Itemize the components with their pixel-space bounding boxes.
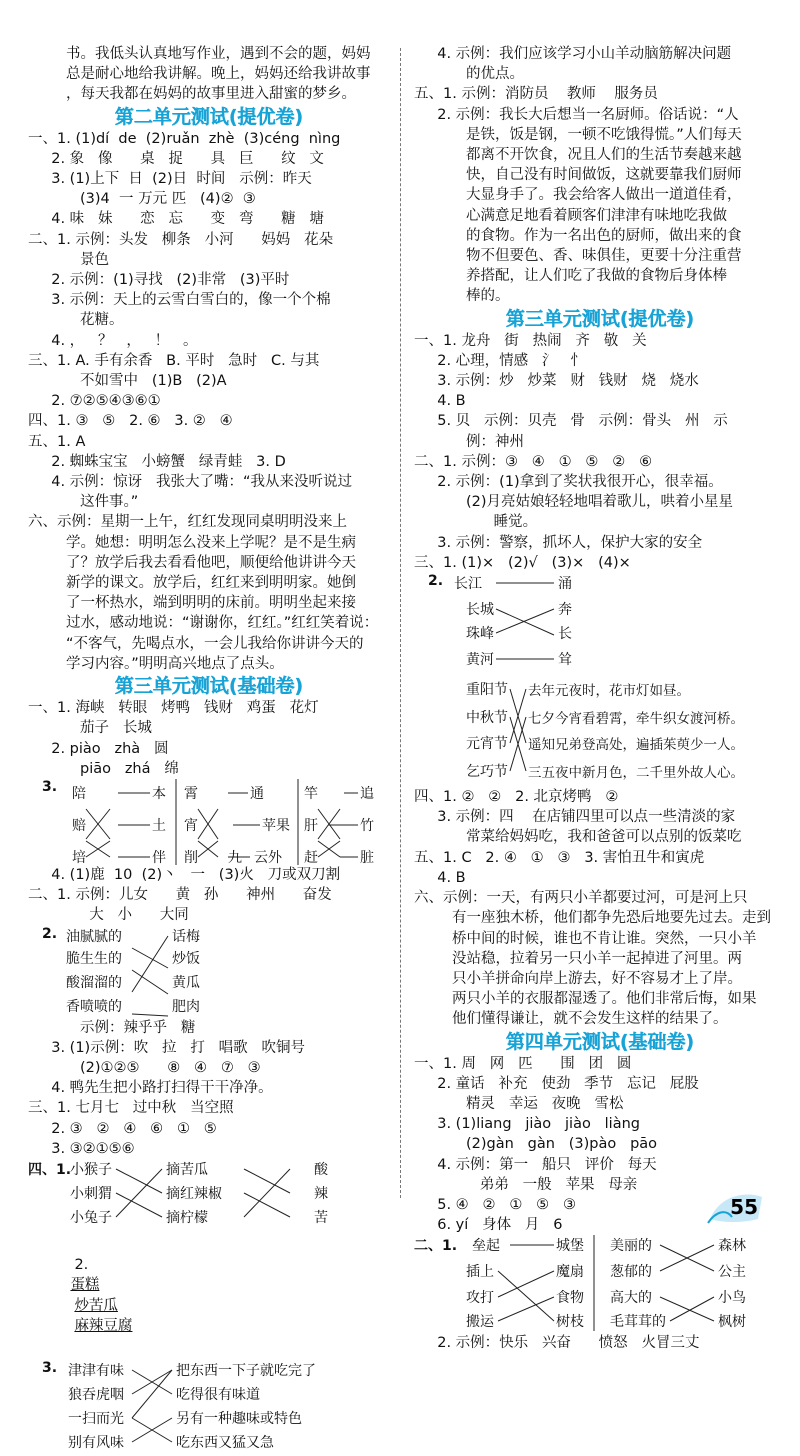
- glyph: 霄: [184, 785, 198, 802]
- answer-line: 2. 示例：快乐 兴奋 愤怒 火冒三丈: [428, 1335, 700, 1352]
- match-figure-phrases: [414, 1235, 786, 1333]
- glyph: 削: [184, 849, 198, 866]
- underlined-answer: 炒苦瓜: [74, 1297, 118, 1314]
- match-left: 津津有味: [68, 1363, 124, 1380]
- answer-line: “不客气，先喝点水，一会儿我给你讲讲今天的: [66, 635, 364, 652]
- match-left: 长江: [454, 576, 482, 593]
- match-right: 小鸟: [718, 1290, 746, 1307]
- answer-line: 2. 蜘蛛宝宝 小螃蟹 绿青蛙 3. D: [42, 453, 286, 470]
- match-right: 魔扇: [556, 1264, 584, 1281]
- answer-line: 景色: [80, 251, 109, 268]
- page-number-badge: [706, 1189, 764, 1225]
- match-right: 城堡: [556, 1238, 584, 1255]
- match-mid: 摘红辣椒: [166, 1185, 222, 1202]
- answer-line: (2)①②⑤ ⑧ ④ ⑦ ③: [80, 1059, 261, 1076]
- match-figure-animals: [28, 1159, 390, 1233]
- answer-line: 都离不开饮食，况且人们的生活节奏越来越: [466, 147, 742, 164]
- answer-line: 4. 示例：惊讶 我张大了嘴：“我从来没听说过: [42, 474, 352, 491]
- answer-line: 这件事。”: [80, 494, 139, 511]
- match-right: 肥肉: [172, 998, 200, 1015]
- match-right: 去年元夜时，花市灯如昼。: [528, 683, 690, 700]
- answer-line: 4. ， ？ ， ！ 。: [42, 332, 198, 349]
- answer-line: 有一座独木桥，他们都争先恐后地要先过去。走到: [452, 910, 771, 927]
- answer-line: 2. 象 像 桌 捉 具 巨 纹 文: [42, 150, 324, 167]
- answer-line: 茄子 长城: [80, 720, 152, 737]
- match-mid: 摘苦瓜: [166, 1161, 208, 1178]
- answer-line: 二、1. 示例：儿女 黄 孙 神州 奋发: [28, 887, 332, 904]
- match-left: 脆生生的: [66, 950, 122, 967]
- underlined-answer: 麻辣豆腐: [74, 1317, 133, 1334]
- answer-line: 的食物。作为一名出色的厨师，做出来的食: [466, 227, 742, 244]
- match-right: 公主: [718, 1264, 746, 1281]
- answer-line: 2. 童话 补充 使劲 季节 忘记 屁股: [428, 1075, 699, 1092]
- match-left: 珠峰: [466, 626, 494, 643]
- match-right: 树枝: [556, 1314, 584, 1331]
- figure-number: 四、1.: [28, 1161, 72, 1178]
- match-right: 辣: [314, 1185, 328, 1202]
- glyph: 本: [152, 785, 166, 802]
- match-left: 攻打: [466, 1290, 494, 1307]
- glyph: 赶: [304, 849, 318, 866]
- answer-line: 快，自己没有时间做饭，这就要靠我们厨师: [466, 167, 742, 184]
- answer-line: 5. 贝 示例：贝壳 骨 示例：骨头 州 示: [428, 413, 728, 430]
- answer-block-right-3: [414, 1333, 786, 1353]
- match-right: 遥知兄弟登高处，遍插茱萸少一人。: [528, 737, 744, 754]
- match-left: 元宵节: [466, 736, 508, 753]
- answer-line: 一、1. 周 网 匹 围 团 圆: [414, 1055, 632, 1072]
- glyph: 宵: [184, 817, 198, 834]
- answer-line: 3. (1)liang jiào jiào liàng: [428, 1116, 640, 1133]
- answer-line: 五、1. A: [28, 433, 86, 450]
- match-right: 另有一种趣味或特色: [176, 1411, 302, 1428]
- answer-line: 书。我低头认真地写作业，遇到不会的题，妈妈: [66, 46, 371, 62]
- match-right: 把东西一下子就吃完了: [176, 1363, 316, 1380]
- answer-line: 4. 示例：第一 船只 评价 每天: [428, 1156, 657, 1173]
- answer-line: 4. 味 妹 恋 忘 变 弯 糖 塘: [42, 211, 324, 228]
- section-title: 第二单元测试(提优卷): [114, 105, 304, 128]
- match-right: 吃得很有味道: [176, 1387, 260, 1404]
- answer-line: 了？放学后我去看看他吧，顺便给他讲讲今天: [66, 554, 356, 571]
- answer-block-left-1: [28, 44, 390, 779]
- answer-line: 大 小 大同: [80, 907, 189, 924]
- match-right: 七夕今宵看碧霄，牵牛织女渡河桥。: [528, 711, 744, 728]
- glyph: 追: [360, 785, 374, 802]
- answer-line: 4. (1)鹿 10 (2)丶 一 (3)火 刀或双刀割: [42, 866, 341, 883]
- answer-line: 的优点。: [466, 66, 524, 83]
- answer-line: 3. 示例：天上的云雪白雪白的，像一个个棉: [42, 292, 331, 309]
- answer-line: 只小羊拼命向岸上游去，好不容易才上了岸。: [452, 970, 742, 987]
- answer-line: 一、1. (1)dí de (2)ruǎn zhè (3)céng nìng: [28, 130, 341, 147]
- glyph: 竹: [360, 817, 374, 834]
- match-left: 美丽的: [610, 1238, 652, 1255]
- answer-line: 2. ⑦②⑤④③⑥①: [42, 393, 161, 410]
- answer-line: 3. 示例：四 在店铺四里可以点一些清淡的家: [428, 809, 736, 826]
- glyph: 云外: [254, 849, 282, 866]
- answer-line: 3. 示例：警察，抓坏人，保护大家的安全: [428, 534, 703, 551]
- answer-line: 过水，感动地说：“谢谢你，红红。”红红笑着说：: [66, 615, 379, 632]
- answer-line: 新学的课文。放学后，红红来到明明家。她倒: [66, 575, 356, 592]
- answer-block-right-1: [414, 44, 786, 573]
- match-right: 长: [558, 626, 572, 643]
- match-right: 酸: [314, 1161, 328, 1178]
- answer-line: 4. 示例：我们应该学习小山羊动脑筋解决问题: [428, 46, 732, 62]
- answer-line: 3. 示例：炒 炒菜 财 钱财 烧 烧水: [428, 373, 699, 390]
- glyph: 通: [250, 785, 264, 802]
- match-right: 炒饭: [172, 950, 200, 967]
- answer-line: 六、示例：星期一上午，红红发现同桌明明没来上: [28, 514, 347, 531]
- match-left: 重阳节: [466, 682, 508, 699]
- answer-line: 2. ③ ② ④ ⑥ ① ⑤: [42, 1120, 217, 1137]
- figure-number: 3.: [42, 1360, 58, 1377]
- match-right: 三五夜中新月色，二千里外故人心。: [528, 765, 744, 782]
- answer-line: 一、1. 海峡 转眼 烤鸭 钱财 鸡蛋 花灯: [28, 700, 319, 717]
- answer-line: 不如雪中 (1)B (2)A: [80, 373, 227, 390]
- match-figure-rivers: [414, 573, 786, 669]
- answer-line: 2. 心理，情感 氵 忄: [428, 352, 585, 369]
- item-number: 2.: [74, 1257, 89, 1274]
- match-left: 中秋节: [466, 710, 508, 727]
- answer-line: 棒的。: [466, 288, 510, 305]
- answer-line: 五、1. 示例：消防员 教师 服务员: [414, 86, 658, 103]
- figure-number: 2.: [42, 925, 58, 942]
- answer-line: 4. B: [428, 869, 466, 886]
- answer-line: 3. (1)上下 日 (2)日 时间 示例：昨天: [42, 171, 312, 188]
- answer-line: 睡觉。: [466, 514, 538, 531]
- answer-line: (2)gàn gàn (3)pào pāo: [466, 1136, 658, 1153]
- glyph: 苹果: [262, 817, 290, 834]
- answer-line: 桥中间的时候，谁也不肯让谁。突然，一只小羊: [452, 930, 757, 947]
- glyph: 伴: [152, 849, 166, 866]
- match-figure-sound: [28, 779, 390, 865]
- match-right: 耸: [558, 652, 572, 669]
- answer-block-right-2: [414, 787, 786, 1235]
- answer-line: 三、1. A. 手有余香 B. 平时 急时 C. 与其: [28, 352, 320, 369]
- match-left: 搬运: [466, 1314, 494, 1331]
- match-left: 毛茸茸的: [610, 1314, 666, 1331]
- match-right: 奔: [558, 602, 572, 619]
- match-left: 长城: [466, 602, 494, 619]
- answer-line: (3)4 一 万元 匹 (4)② ③: [80, 191, 256, 208]
- answer-line: 两只小羊的衣服都湿透了。他们非常后悔，如果: [452, 991, 757, 1008]
- answer-line: 5. ④ ② ① ⑤ ③: [428, 1196, 576, 1213]
- answer-line: [28, 1235, 390, 1356]
- section-title: 第三单元测试(提优卷): [505, 307, 695, 330]
- answer-line: 示例：辣乎乎 糖: [80, 1019, 196, 1036]
- answer-line: 6. yí 身体 月 6: [428, 1217, 563, 1234]
- answer-line: 没站稳，拉着另一只小羊一起掉进了河里。两: [452, 950, 742, 967]
- answer-line: piāo zhá 绵: [80, 760, 179, 777]
- glyph: 土: [152, 817, 166, 834]
- underlined-answer: 蛋糕: [70, 1277, 100, 1294]
- match-right: 涌: [558, 576, 572, 593]
- answer-line: 四、1. ② ② 2. 北京烤鸭 ②: [414, 789, 619, 806]
- match-left: 小猴子: [70, 1161, 112, 1178]
- figure-number: 3.: [42, 778, 58, 795]
- answer-line: 4. 鸭先生把小路打扫得干干净净。: [42, 1080, 273, 1097]
- answer-block-left-3: [28, 1018, 390, 1159]
- match-left: 别有风味: [68, 1435, 124, 1452]
- answer-line: 四、1. ③ ⑤ 2. ⑥ 3. ② ④: [28, 413, 233, 430]
- section-title: 第四单元测试(基础卷): [505, 1030, 695, 1053]
- figure-number: 2.: [428, 573, 444, 590]
- answer-line: 学习内容。”明明高兴地点了点头。: [66, 655, 284, 672]
- answer-line: 养搭配，让人们吃了我做的食物后身体棒: [466, 268, 727, 285]
- answer-line: 常菜给妈妈吃，我和爸爸可以点别的饭菜吃: [466, 829, 742, 846]
- answer-line: ，每天我都在妈妈的故事里进入甜蜜的梦乡。: [66, 86, 356, 103]
- figure-number: 二、1.: [414, 1238, 458, 1255]
- match-left: 黄河: [466, 652, 494, 669]
- answer-line: 了一杯热水，端到明明的床前。明明坐起来接: [66, 595, 356, 612]
- answer-line: 3. (1)示例：吹 拉 打 唱歌 吹铜号: [42, 1039, 306, 1056]
- match-left: 油腻腻的: [66, 928, 122, 945]
- match-left: 垒起: [472, 1238, 500, 1255]
- answer-line: 3. ③②①⑤⑥: [42, 1140, 135, 1157]
- answer-line: 弟弟 一般 苹果 母亲: [466, 1176, 638, 1193]
- answer-line: 2. 示例：我长大后想当一名厨师。俗话说：“人: [428, 106, 739, 123]
- answer-line: 精灵 幸运 夜晚 雪松: [466, 1095, 624, 1112]
- match-left: 小刺猬: [70, 1185, 112, 1202]
- answer-line: 是铁，饭是钢，一顿不吃饿得慌。”人们每天: [466, 126, 742, 143]
- answer-line: 三、1. 七月七 过中秋 当空照: [28, 1100, 234, 1117]
- match-right: 吃东西又猛又急: [176, 1435, 274, 1452]
- answer-line: 心满意足地看着顾客们津津有味地吃我做: [466, 207, 727, 224]
- match-right: 枫树: [718, 1314, 746, 1331]
- answer-line: 一、1. 龙舟 街 热闹 齐 敬 关: [414, 332, 647, 349]
- glyph: 肝: [304, 817, 318, 834]
- match-left: 酸溜溜的: [66, 974, 122, 991]
- match-figure-festivals: [414, 677, 786, 787]
- glyph: 赔: [72, 817, 86, 834]
- glyph: 脏: [360, 849, 374, 866]
- right-column: [414, 44, 786, 1354]
- column-divider: [400, 48, 401, 1198]
- answer-line: 二、1. 示例：头发 柳条 小河 妈妈 花朵: [28, 231, 334, 248]
- answer-line: 三、1. (1)× (2)√ (3)× (4)×: [414, 554, 631, 571]
- match-right: 森林: [718, 1238, 746, 1255]
- answer-line: 五、1. C 2. ④ ① ③ 3. 害怕丑牛和寅虎: [414, 849, 705, 866]
- answer-line: 4. B: [428, 393, 466, 410]
- glyph: 培: [72, 849, 86, 866]
- glyph: 九: [228, 849, 242, 866]
- answer-line: 二、1. 示例：③ ④ ① ⑤ ② ⑥: [414, 453, 653, 470]
- match-mid: 摘柠檬: [166, 1209, 208, 1226]
- left-column: [28, 44, 390, 1456]
- match-left: 狼吞虎咽: [68, 1387, 124, 1404]
- match-left: 一扫而光: [68, 1411, 124, 1428]
- answer-line: 花糖。: [80, 312, 124, 329]
- page-number: 55: [730, 1195, 758, 1219]
- answer-line: 2. 示例：(1)寻找 (2)非常 (3)平时: [42, 272, 290, 289]
- answer-line: 2. piào zhà 圆: [42, 740, 169, 757]
- answer-line: (2)月亮姑娘轻轻地唱着歌儿，哄着小星星: [466, 494, 734, 511]
- answer-line: 他们懂得谦让，就不会发生这样的结果了。: [452, 1011, 728, 1028]
- match-right: 黄瓜: [172, 974, 200, 991]
- match-left: 插上: [466, 1264, 494, 1281]
- glyph: 竿: [304, 785, 318, 802]
- match-left: 葱郁的: [610, 1264, 652, 1281]
- answer-line: 物不但要色、香、味俱佳，更要十分注重营: [466, 248, 742, 265]
- match-right: 话梅: [172, 928, 200, 945]
- answer-line: 总是耐心地给我讲解。晚上，妈妈还给我讲故事: [66, 66, 371, 83]
- match-left: 高大的: [610, 1290, 652, 1307]
- glyph: 陪: [72, 785, 86, 802]
- match-left: 乞巧节: [466, 764, 508, 781]
- match-right: 食物: [556, 1290, 584, 1307]
- match-right: 苦: [314, 1209, 328, 1226]
- match-figure-idioms: [28, 1360, 390, 1456]
- answer-line: 学。她想：明明怎么没来上学呢？是不是生病: [66, 534, 356, 551]
- answer-line: 六、示例：一天，有两只小羊都要过河，可是河上只: [414, 890, 748, 907]
- answer-line: 2. 示例：(1)拿到了奖状我很开心，很幸福。: [428, 474, 723, 491]
- answer-line: 例：神州: [466, 433, 524, 450]
- answer-line: 大显身手了。我会给客人做出一道道佳肴，: [466, 187, 742, 204]
- match-figure-taste: [28, 926, 390, 1018]
- section-title: 第三单元测试(基础卷): [114, 675, 304, 698]
- match-left: 小兔子: [70, 1209, 112, 1226]
- match-left: 香喷喷的: [66, 998, 122, 1015]
- answer-block-left-2: [28, 865, 390, 926]
